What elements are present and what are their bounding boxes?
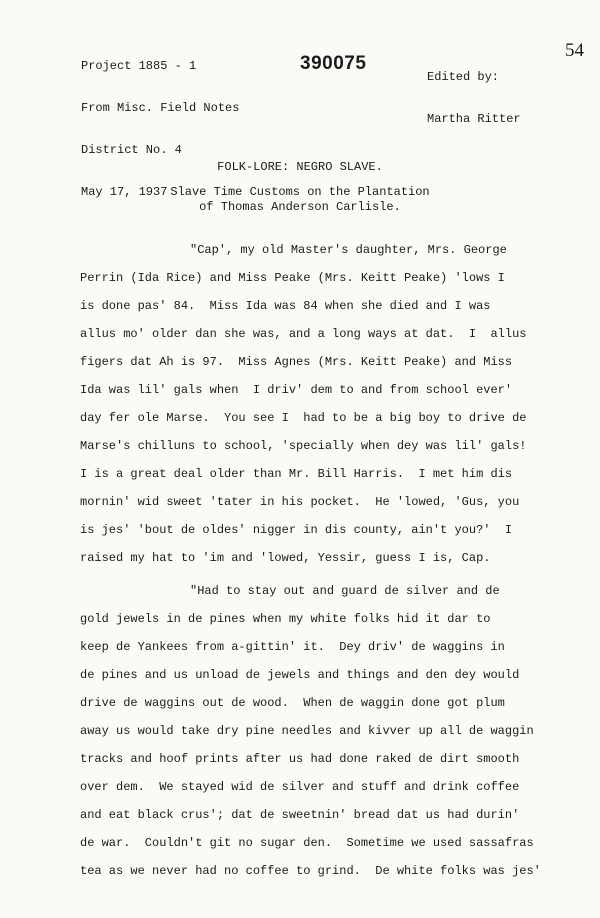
body-line: allus mo' older dan she was, and a long ways at dat. I allus (80, 327, 527, 341)
body-line: Ida was lil' gals when I driv' dem to and from school ever' (80, 383, 513, 397)
body-line: away us would take dry pine needles and kivver up all de waggin (80, 724, 534, 738)
body-line: day fer ole Marse. You see I had to be a big boy to drive de (80, 411, 527, 425)
date-line: May 17, 1937 (81, 185, 168, 199)
body-line: and eat black crus'; dat de sweetnin' bread dat us had durin' (80, 808, 520, 822)
project-line: Project 1885 - 1 (81, 59, 197, 73)
body-line: is jes' 'bout de oldes' nigger in dis county, ain't you?' I (80, 523, 513, 537)
source-line: From Misc. Field Notes (81, 101, 240, 115)
body-line: I is a great deal older than Mr. Bill Harris. I met him dis (80, 467, 513, 481)
body-line: de war. Couldn't git no sugar den. Sometime we used sassafras (80, 836, 534, 850)
body-line: tea as we never had no coffee to grind. De white folks was jes' (80, 864, 541, 878)
edited-by-label: Edited by: (427, 70, 500, 84)
body-line: figers dat Ah is 97. Miss Agnes (Mrs. Keitt Peake) and Miss (80, 355, 513, 369)
editor-name: Martha Ritter (427, 112, 521, 126)
body-line: Marse's chilluns to school, 'specially when dey was lil' gals! (80, 439, 527, 453)
body-line: keep de Yankees from a-gittin' it. Dey driv' de waggins in (80, 640, 505, 654)
main-title: FOLK-LORE: NEGRO SLAVE. (217, 160, 383, 174)
header-right-block (427, 42, 521, 154)
body-line: "Had to stay out and guard de silver and de (190, 584, 500, 598)
body-line: drive de waggins out de wood. When de waggin done got plum (80, 696, 505, 710)
faint-stamp (425, 5, 520, 19)
body-line: is done pas' 84. Miss Ida was 84 when she died and I was (80, 299, 491, 313)
body-line: gold jewels in de pines when my white folks hid it dar to (80, 612, 491, 626)
district-line: District No. 4 (81, 143, 182, 157)
document-number: 390075 (300, 53, 367, 74)
body-line: over dem. We stayed wid de silver and stuff and drink coffee (80, 780, 520, 794)
subtitle-line-2: of Thomas Anderson Carlisle. (199, 200, 401, 214)
body-line: raised my hat to 'im and 'lowed, Yessir, guess I is, Cap. (80, 551, 491, 565)
body-line: tracks and hoof prints after us had done raked de dirt smooth (80, 752, 520, 766)
body-line: mornin' wid sweet 'tater in his pocket. He 'lowed, 'Gus, you (80, 495, 520, 509)
page-number: 54 (565, 40, 584, 61)
subtitle-line-1: Slave Time Customs on the Plantation (170, 185, 430, 199)
body-line: "Cap', my old Master's daughter, Mrs. George (190, 243, 507, 257)
body-line: Perrin (Ida Rice) and Miss Peake (Mrs. Keitt Peake) 'lows I (80, 271, 505, 285)
body-line: de pines and us unload de jewels and things and den dey would (80, 668, 520, 682)
